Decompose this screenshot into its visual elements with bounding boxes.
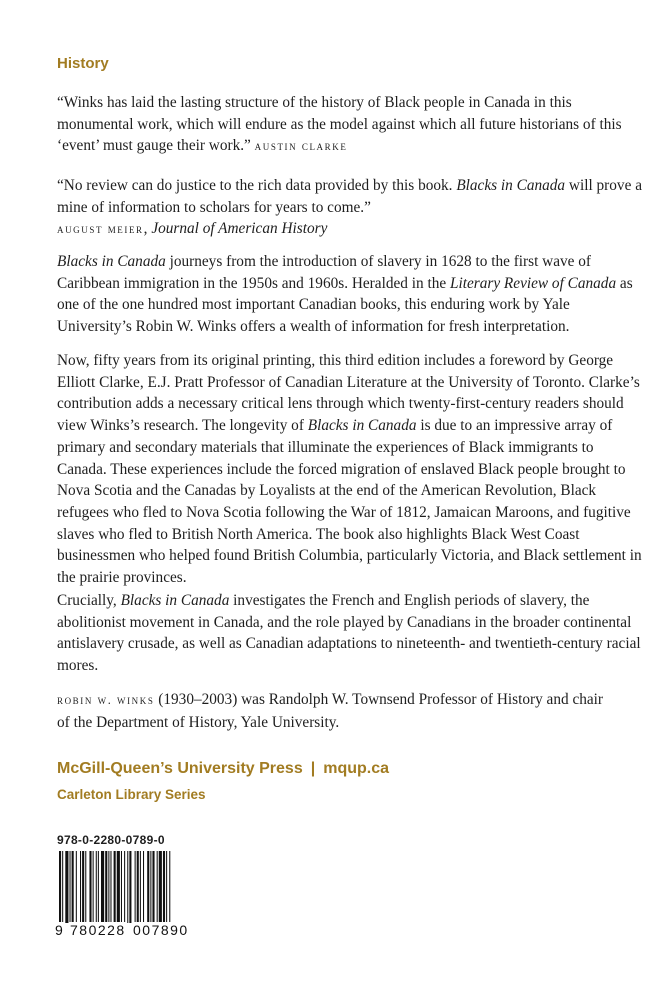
barcode-bar <box>157 851 158 923</box>
quote-source: Journal of American History <box>151 220 328 238</box>
barcode-bar <box>159 851 162 923</box>
barcode-bar <box>93 851 94 923</box>
quote-text-part-1: “No review can do justice to the rich data provided by this book. <box>57 177 457 194</box>
barcode-bar <box>121 851 122 923</box>
publisher-separator: | <box>310 760 316 777</box>
barcode-bar <box>124 851 125 923</box>
quote-author: august meier <box>57 222 144 237</box>
quote-text-part-2: will prove a mine of information to scholars for years to come.” <box>57 177 642 216</box>
barcode-digits-left: 780228 <box>70 922 126 938</box>
book-title: Blacks in Canada <box>57 253 166 270</box>
barcode-bar <box>143 851 144 923</box>
barcode-bar <box>82 851 84 923</box>
description-paragraph-1: Blacks in Canada journeys from the introduction of slavery in 1628 to the first wave of Caribbean immigration in the 1950s and 1960s. Heralded in the Literary Review of Canada as one of the one hundred most important Canadian books, this enduring work by Yale University’s Robin W. Winks offers a wealth of information for fresh interpretation. <box>57 253 633 336</box>
barcode-bar <box>150 851 151 923</box>
review-quote-meier: “No review can do justice to the rich data provided by this book. Blacks in Canada will prove a mine of information to scholars for years to come.” august meier, Journal of American History <box>57 177 642 238</box>
barcode-bar <box>166 851 167 923</box>
barcode-bar <box>137 851 139 923</box>
book-title: Blacks in Canada <box>307 417 417 435</box>
review-quote-clarke <box>57 92 643 158</box>
journal-title: Literary Review of Canada <box>449 274 617 292</box>
barcode-bar <box>127 851 128 923</box>
description-paragraph-3: Crucially, Blacks in Canada investigates the French and English periods of slavery, the abolitionist movement in Canada, and the role played by Canadians in the broader continental antislavery crusade, as well as Canadian adaptations to nineteenth- and twentieth-century racial mores. <box>57 592 641 675</box>
publisher-line <box>57 760 389 778</box>
barcode-bar <box>152 851 154 923</box>
barcode-bar <box>147 851 149 923</box>
barcode-bar <box>101 851 104 923</box>
barcode-bar <box>105 851 107 923</box>
isbn: 978-0-2280-0789-0 <box>57 833 165 847</box>
quote-text: “Winks has laid the lasting structure of the history of Black people in Canada in this monumental work, which will endure as the model against which all future historians of this ‘event’ must gauge their work.” <box>57 94 622 155</box>
book-title: Blacks in Canada <box>120 592 230 609</box>
barcode-bar <box>72 851 74 923</box>
series-name: Carleton Library Series <box>57 787 206 802</box>
category-heading: History <box>57 55 109 72</box>
barcode-bar <box>89 851 91 923</box>
barcode-bar <box>85 851 86 923</box>
barcode-bar <box>163 851 165 923</box>
description-paragraph-2: Now, fifty years from its original printing, this third edition includes a foreword by George Elliott Clarke, E.J. Pratt Professor of Canadian Literature at the University of Toronto. Clarke’s contribution adds a necessary critical lens through which twenty-first-century readers should view Winks’s research. The longevity of Blacks in Canada is due to an impressive array of primary and secondary materials that illuminate the experiences of Black immigrants to Canada. These experiences include the forced migration of enslaved Black people brought to Nova Scotia and the Canadas by Loyalists at the end of the American Revolution, Black refugees who fled to Nova Scotia following the War of 1812, Jamaican Maroons, and fugitive slaves who fled to British North America. The book also highlights Black West Coast businessmen who helped found British Columbia, particularly Victoria, and Black settlement in the prairie provinces. <box>57 352 642 587</box>
barcode-bar <box>129 851 131 923</box>
publisher-name: McGill-Queen’s University Press <box>57 760 303 777</box>
barcode-bar <box>110 851 111 923</box>
barcode-bar <box>135 851 136 923</box>
barcode-digits-right: 007890 <box>133 922 189 938</box>
barcode-bar <box>70 851 71 923</box>
barcode-digit-first: 9 <box>55 922 63 938</box>
barcode-bar <box>65 851 68 923</box>
book-title: Blacks in Canada <box>456 177 566 194</box>
author-bio: robin w. winks (1930–2003) was Randolph W. Townsend Professor of History and chair of the Department of History, Yale University. <box>57 691 604 731</box>
barcode-bar <box>140 851 141 923</box>
barcode-bar <box>98 851 99 923</box>
barcode-bar <box>96 851 97 923</box>
author-name: robin w. winks <box>57 693 155 707</box>
barcode-bar <box>80 851 81 923</box>
barcode-bar <box>108 851 109 923</box>
quote-author: austin clarke <box>254 139 348 154</box>
publisher-url[interactable]: mqup.ca <box>323 760 390 777</box>
barcode-bar <box>76 851 77 923</box>
